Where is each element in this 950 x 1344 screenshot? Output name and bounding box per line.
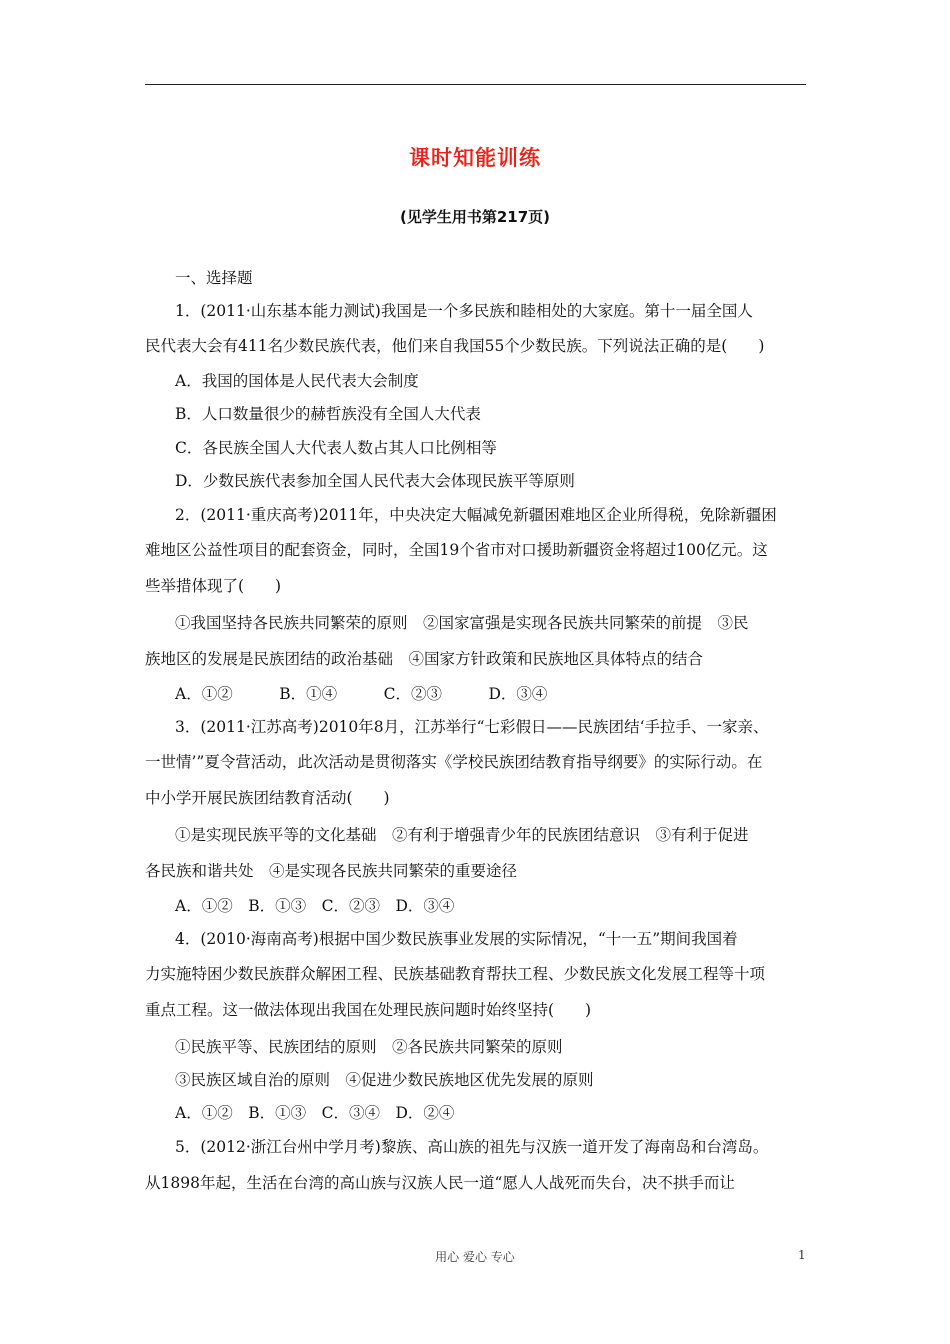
page-footer: 用心 爱心 专心 xyxy=(435,1250,515,1264)
text-line: 5．(2012·浙江台州中学月考)黎族、高山族的祖先与汉族一道开发了海南岛和台湾岛。 xyxy=(175,1138,769,1156)
text-line: 中小学开展民族团结教育活动( ) xyxy=(145,789,390,807)
text-line: ①我国坚持各民族共同繁荣的原则 ②国家富强是实现各民族共同繁荣的前提 ③民 xyxy=(175,614,749,632)
text-line: 4．(2010·海南高考)根据中国少数民族事业发展的实际情况，“十一五”期间我国着 xyxy=(175,930,738,948)
text-line: 力实施特困少数民族群众解困工程、民族基础教育帮扶工程、少数民族文化发展工程等十项 xyxy=(145,965,766,983)
option-line: A．①② B．①④ C．②③ D．③④ xyxy=(175,685,548,703)
page-subtitle: (见学生用书第217页) xyxy=(399,208,551,226)
text-line: 一世情’”夏令营活动，此次活动是贯彻落实《学校民族团结教育指导纲要》的实际行动。在 xyxy=(145,753,763,771)
text-line: ①是实现民族平等的文化基础 ②有利于增强青少年的民族团结意识 ③有利于促进 xyxy=(175,826,749,844)
text-line: 些举措体现了( ) xyxy=(145,577,282,595)
option-line: A．①② B．①③ C．③④ D．②④ xyxy=(175,1104,455,1122)
text-line: 民代表大会有411名少数民族代表，他们来自我国55个少数民族。下列说法正确的是( ) xyxy=(145,337,765,355)
option-line: C．各民族全国人大代表人数占其人口比例相等 xyxy=(175,439,497,457)
page-title: 课时知能训练 xyxy=(409,146,541,170)
text-line: 3．(2011·江苏高考)2010年8月，江苏举行“七彩假日——民族团结‘手拉手、一家亲、 xyxy=(175,718,769,736)
option-line: A．①② B．①③ C．②③ D．③④ xyxy=(175,897,455,915)
section-heading: 一、选择题 xyxy=(175,269,253,287)
text-line: 各民族和谐共处 ④是实现各民族共同繁荣的重要途径 xyxy=(145,862,518,880)
text-line: 从1898年起，生活在台湾的高山族与汉族人民一道“愿人人战死而失台，决不拱手而让 xyxy=(145,1174,735,1192)
text-line: 重点工程。这一做法体现出我国在处理民族问题时始终坚持( ) xyxy=(145,1001,592,1019)
text-line: ①民族平等、民族团结的原则 ②各民族共同繁荣的原则 xyxy=(175,1038,563,1056)
text-line: 2．(2011·重庆高考)2011年，中央决定大幅减免新疆困难地区企业所得税，免除新疆困 xyxy=(175,506,777,524)
option-line: D．少数民族代表参加全国人民代表大会体现民族平等原则 xyxy=(175,472,575,490)
text-line: 难地区公益性项目的配套资金，同时，全国19个省市对口援助新疆资金将超过100亿元。这 xyxy=(145,541,768,559)
option-line: B．人口数量很少的赫哲族没有全国人大代表 xyxy=(175,405,481,423)
header-rule xyxy=(145,84,806,85)
text-line: 1．(2011·山东基本能力测试)我国是一个多民族和睦相处的大家庭。第十一届全国人 xyxy=(175,302,753,320)
text-line: 族地区的发展是民族团结的政治基础 ④国家方针政策和民族地区具体特点的结合 xyxy=(145,650,704,668)
page-number: 1 xyxy=(798,1248,806,1262)
option-line: A．我国的国体是人民代表大会制度 xyxy=(175,372,419,390)
text-line: ③民族区域自治的原则 ④促进少数民族地区优先发展的原则 xyxy=(175,1071,594,1089)
